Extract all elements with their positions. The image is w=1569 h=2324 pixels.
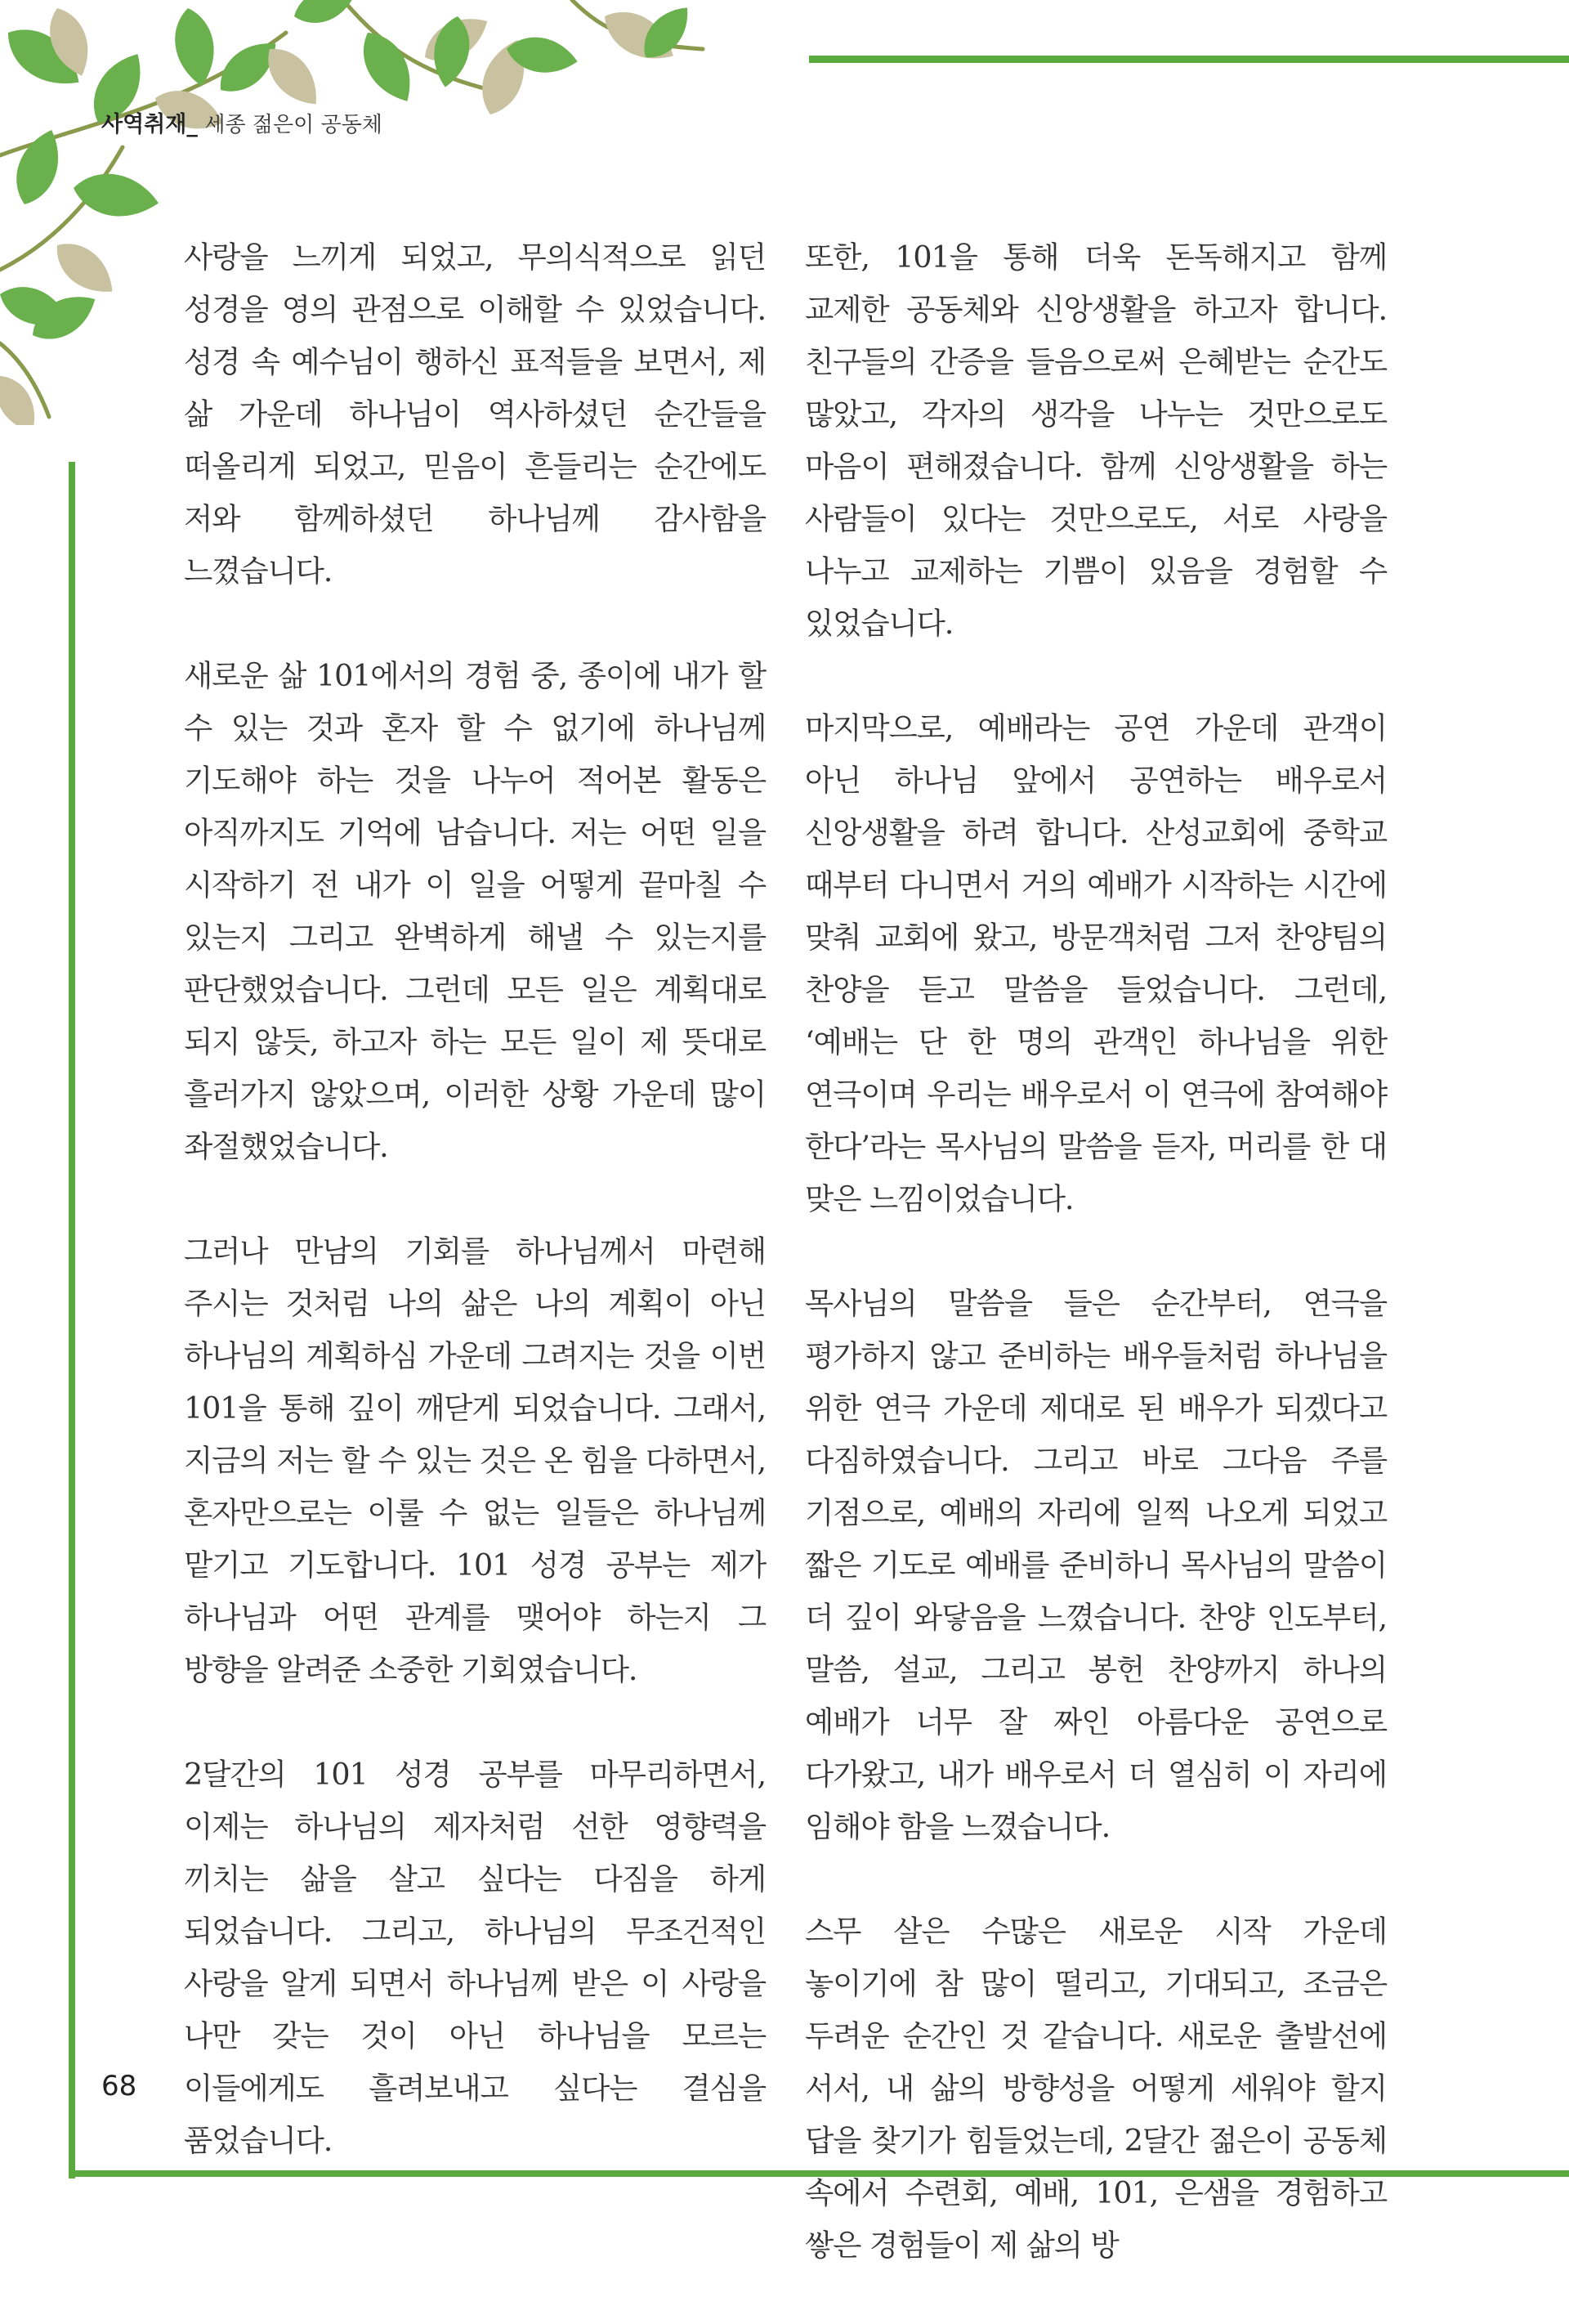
paragraph: 새로운 삶 101에서의 경험 중, 종이에 내가 할 수 있는 것과 혼자 할 수 없기에 하나님께 기도해야 하는 것을 나누어 적어본 활동은 아직까지도 기억에 남습니다. 저는 어떤 일을 시작하기 전 내가 이 일을 어떻게 끝마칠 수 있는지 그리고 완벽하게 해낼 수 있는지를 판단했었습니다. 그런데 모든 일은 계획대로 되지 않듯, 하고자 하는 모든 일이 제 뜻대로 흘러가지 않았으며, 이러한 상황 가운데 많이 좌절했었습니다. bbox=[184, 658, 766, 1164]
paragraph: 스무 살은 수많은 새로운 시작 가운데 놓이기에 참 많이 떨리고, 기대되고, 조금은 두려운 순간인 것 같습니다. 새로운 출발선에 서서, 내 삶의 방향성을 어떻게 세워야 할지 답을 찾기가 힘들었는데, 2달간 젊은이 공동체 속에서 수련회, 예배, 101, 은샘을 경험하고 쌓은 경험들이 제 삶의 방 bbox=[805, 1914, 1387, 2263]
paragraph: 2달간의 101 성경 공부를 마무리하면서, 이제는 하나님의 제자처럼 선한 영향력을 끼치는 삶을 살고 싶다는 다짐을 하게 되었습니다. 그리고, 하나님의 무조건적인 사랑을 알게 되면서 하나님께 받은 이 사랑을 나만 갖는 것이 아닌 하나님을 모르는 이들에게도 흘려보내고 싶다는 결심을 품었습니다. bbox=[184, 1757, 766, 2158]
section-subtitle: 세종 젊은이 공동체 bbox=[204, 113, 382, 137]
paragraph: 마지막으로, 예배라는 공연 가운데 관객이 아닌 하나님 앞에서 공연하는 배우로서 신앙생활을 하려 합니다. 산성교회에 중학교 때부터 다니면서 거의 예배가 시작하는 시간에 맞춰 교회에 왔고, 방문객처럼 그저 찬양팀의 찬양을 듣고 말씀을 들었습니다. 그런데, ‘예배는 단 한 명의 관객인 하나님을 위한 연극이며 우리는 배우로서 이 연극에 참여해야 한다’라는 목사님의 말씀을 듣자, 머리를 한 대 맞은 느낌이었습니다. bbox=[805, 710, 1387, 1216]
section-header bbox=[101, 106, 382, 138]
paragraph: 또한, 101을 통해 더욱 돈독해지고 함께 교제한 공동체와 신앙생활을 하고자 합니다. 친구들의 간증을 들음으로써 은혜받는 순간도 많았고, 각자의 생각을 나누는 것만으로도 마음이 편해졌습니다. 함께 신앙생활을 하는 사람들이 있다는 것만으로도, 서로 사랑을 나누고 교제하는 기쁨이 있음을 경험할 수 있었습니다. bbox=[805, 240, 1387, 641]
top-accent-rule bbox=[809, 56, 1569, 63]
section-label: 사역취재_ bbox=[101, 112, 198, 137]
left-text-column bbox=[184, 231, 766, 2219]
left-accent-rule bbox=[69, 462, 75, 2178]
paragraph: 사랑을 느끼게 되었고, 무의식적으로 읽던 성경을 영의 관점으로 이해할 수 있었습니다. 성경 속 예수님이 행하신 표적들을 보면서, 제 삶 가운데 하나님이 역사하셨던 순간들을 떠올리게 되었고, 믿음이 흔들리는 순간에도 저와 함께하셨던 하나님께 감사함을 느꼈습니다. bbox=[184, 240, 766, 589]
right-text-column bbox=[805, 231, 1387, 2324]
paragraph: 그러나 만남의 기회를 하나님께서 마련해 주시는 것처럼 나의 삶은 나의 계획이 아닌 하나님의 계획하심 가운데 그려지는 것을 이번 101을 통해 깊이 깨닫게 되었습니다. 그래서, 지금의 저는 할 수 있는 것은 온 힘을 다하면서, 혼자만으로는 이룰 수 없는 일들은 하나님께 맡기고 기도합니다. 101 성경 공부는 제가 하나님과 어떤 관계를 맺어야 하는지 그 방향을 알려준 소중한 기회였습니다. bbox=[184, 1234, 766, 1687]
page-number: 68 bbox=[101, 2070, 137, 2102]
paragraph: 목사님의 말씀을 들은 순간부터, 연극을 평가하지 않고 준비하는 배우들처럼 하나님을 위한 연극 가운데 제대로 된 배우가 되겠다고 다짐하였습니다. 그리고 바로 그다음 주를 기점으로, 예배의 자리에 일찍 나오게 되었고 짧은 기도로 예배를 준비하니 목사님의 말씀이 더 깊이 와닿음을 느꼈습니다. 찬양 인도부터, 말씀, 설교, 그리고 봉헌 찬양까지 하나의 예배가 너무 잘 짜인 아름다운 공연으로 다가왔고, 내가 배우로서 더 열심히 이 자리에 임해야 함을 느꼈습니다. bbox=[805, 1286, 1387, 1844]
